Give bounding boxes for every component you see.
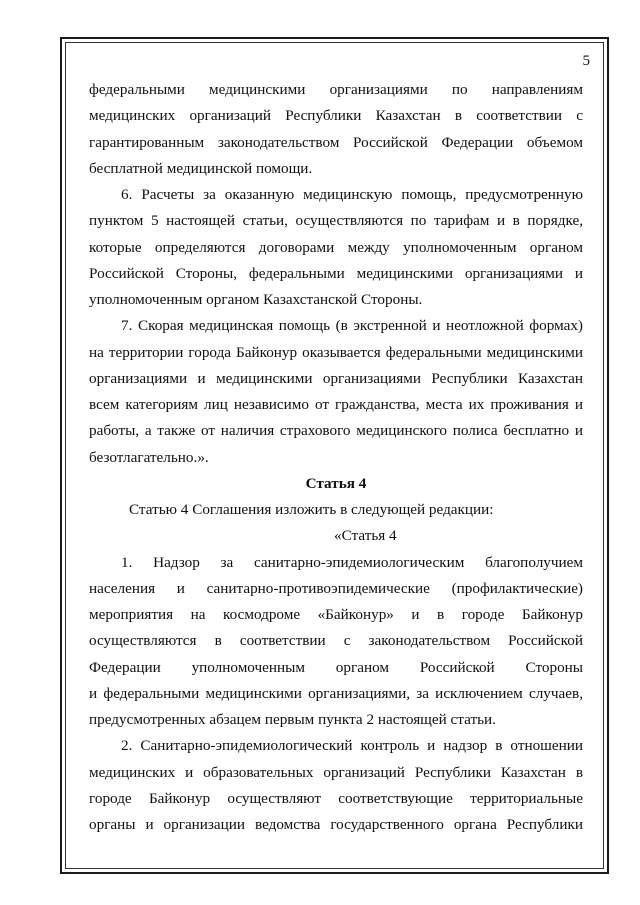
- text-line: пунктом 5 настоящей статьи, осуществляются по тарифам и в порядке,: [89, 212, 583, 230]
- paragraph-first-line: Статью 4 Соглашения изложить в следующей редакции:: [129, 501, 494, 518]
- text-line: федеральными медицинскими организациями по направлениям: [89, 81, 583, 98]
- text-line: работы, а также от наличия страхового медицинского полиса бесплатно и: [89, 422, 583, 440]
- text-line: осуществляются в соответствии с законодательством Российской: [89, 632, 583, 650]
- text-line: безотлагательно.».: [89, 448, 209, 466]
- text-line: на территории города Байконур оказывается федеральными медицинскими: [89, 343, 583, 361]
- paragraph-first-line: 7. Скорая медицинская помощь (в экстренной и неотложной формах): [121, 317, 583, 335]
- text-line: населения и санитарно-противоэпидемические (профилактические): [89, 579, 583, 597]
- text-line: городе Байконур осуществляют соответствующие территориальные: [89, 789, 583, 807]
- paragraph-first-line: 2. Санитарно-эпидемиологический контроль и надзор в отношении: [121, 737, 583, 755]
- text-line: гарантированным законодательством Российской Федерации объемом: [89, 133, 583, 151]
- text-line: которые определяются договорами между уполномоченным органом: [89, 238, 583, 256]
- text-line: медицинских организаций Республики Казахстан в соответствии с: [89, 107, 583, 125]
- text-line: Российской Стороны, федеральными медицинскими организациями и: [89, 264, 583, 282]
- text-line: предусмотренных абзацем первым пункта 2 настоящей статьи.: [89, 711, 496, 728]
- text-line: органы и организации ведомства государственного органа Республики: [89, 816, 583, 833]
- text-line: мероприятия на космодроме «Байконур» и в городе Байконур: [89, 606, 583, 623]
- quoted-article-title: «Статья 4: [334, 527, 397, 545]
- text-line: всем категориям лиц независимо от гражданства, места их проживания и: [89, 396, 583, 413]
- paragraph-first-line: 6. Расчеты за оказанную медицинскую помощь, предусмотренную: [121, 186, 583, 203]
- text-line: уполномоченным органом Казахстанской Стороны.: [89, 291, 423, 308]
- text-line: и федеральными медицинскими организациями, за исключением случаев,: [89, 684, 583, 702]
- article-heading: Статья 4: [305, 474, 367, 492]
- text-line: бесплатной медицинской помощи.: [89, 159, 313, 177]
- document-body: [89, 77, 583, 838]
- text-line: Федерации уполномоченным органом Российской Стороны: [89, 658, 583, 676]
- text-line: медицинских и образовательных организаций Республики Казахстан в: [89, 763, 583, 781]
- page-number: 5: [582, 53, 590, 69]
- paragraph-first-line: 1. Надзор за санитарно-эпидемиологическим благополучием: [121, 553, 583, 571]
- text-line: организациями и медицинскими организациями Республики Казахстан: [89, 369, 583, 387]
